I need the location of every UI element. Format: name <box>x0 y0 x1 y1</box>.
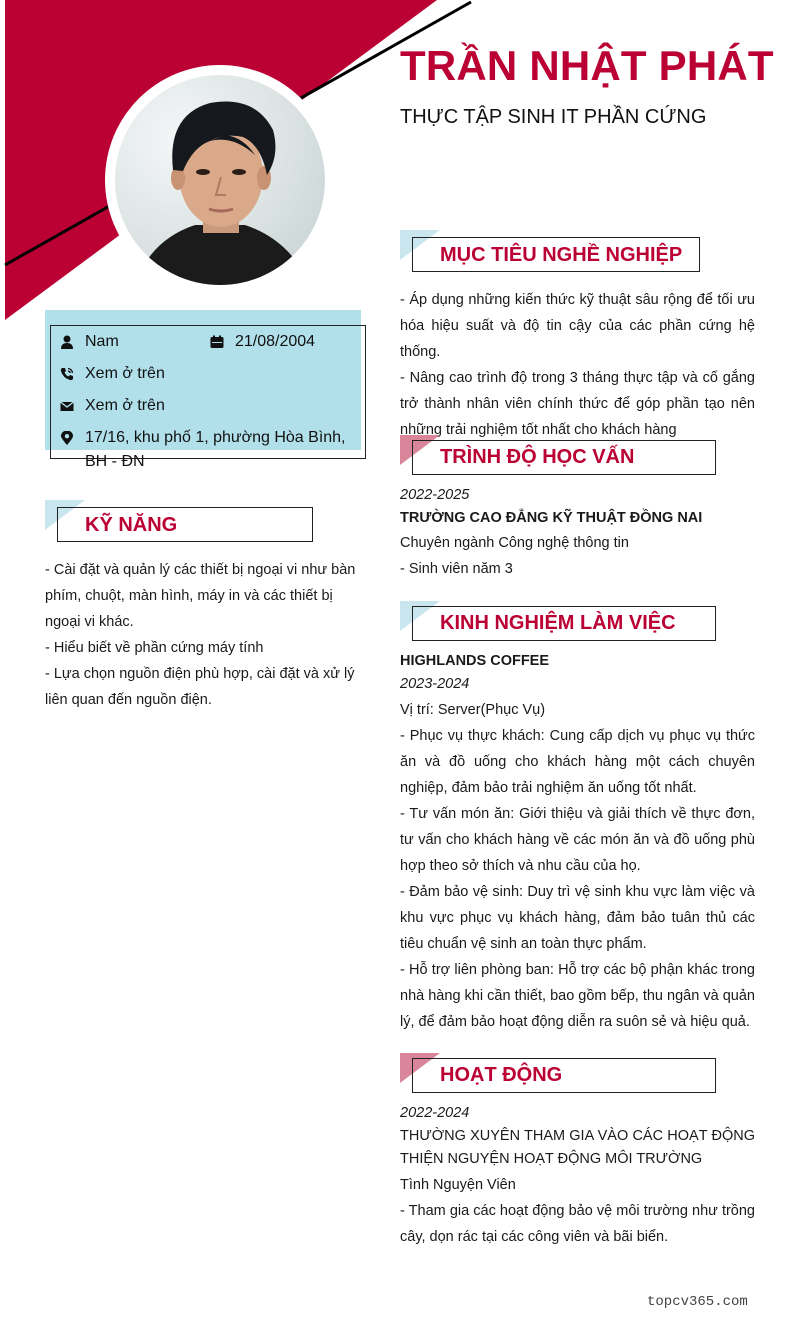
envelope-icon <box>60 399 74 413</box>
gender-value: Nam <box>85 333 119 350</box>
skill-item: - Cài đặt và quản lý các thiết bị ngoại vi như bàn phím, chuột, màn hình, máy in và các thiết bị ngoại vi khác. <box>45 562 356 630</box>
activity-name: THƯỜNG XUYÊN THAM GIA VÀO CÁC HOẠT ĐỘNG THIỆN NGUYỆN HOẠT ĐỘNG MÔI TRƯỜNG <box>400 1128 755 1167</box>
calendar-icon <box>210 335 224 349</box>
experience-details <box>400 697 755 1035</box>
section-title: KỸ NĂNG <box>85 514 178 536</box>
section-title: HOẠT ĐỘNG <box>440 1064 563 1086</box>
contact-address <box>60 426 350 474</box>
school-name: TRƯỜNG CAO ĐẲNG KỸ THUẬT ĐỒNG NAI <box>400 510 703 526</box>
contact-phone <box>60 362 350 386</box>
experience-item: - Đảm bảo vệ sinh: Duy trì vệ sinh khu vực làm việc và khu vực phục vụ khách hàng, đảm bảo tuân thủ các tiêu chuẩn vệ sinh an toàn thực phẩm. <box>400 884 755 952</box>
section-title: KINH NGHIỆM LÀM VIỆC <box>440 612 676 634</box>
birthday-value: 21/08/2004 <box>235 333 316 350</box>
email-value: Xem ở trên <box>85 397 165 414</box>
skills-list <box>45 557 365 713</box>
avatar <box>115 75 325 285</box>
activity-role: Tình Nguyện Viên <box>400 1177 516 1193</box>
contact-email <box>60 394 350 418</box>
education-entry <box>400 484 755 582</box>
education-note: - Sinh viên năm 3 <box>400 561 513 577</box>
experience-item: - Hỗ trợ liên phòng ban: Hỗ trợ các bộ phận khác trong nhà hàng khi cần thiết, bao gồm bếp, thu ngân và quản lý, để đảm bảo hoạt động diễn ra suôn sẻ và hiệu quả. <box>400 962 755 1030</box>
section-title: MỤC TIÊU NGHỀ NGHIỆP <box>440 244 683 266</box>
candidate-name: TRẦN NHẬT PHÁT <box>400 42 774 89</box>
experience-period: 2023-2024 <box>400 676 470 692</box>
section-title: TRÌNH ĐỘ HỌC VẤN <box>440 446 635 468</box>
objective-text <box>400 287 755 443</box>
education-major: Chuyên ngành Công nghệ thông tin <box>400 535 629 551</box>
education-period: 2022-2025 <box>400 487 470 503</box>
experience-position: Vị trí: Server(Phục Vụ) <box>400 702 546 718</box>
avatar-photo <box>115 75 325 285</box>
activity-period: 2022-2024 <box>400 1105 470 1121</box>
contact-birthday <box>210 330 355 354</box>
objective-item: - Nâng cao trình độ trong 3 tháng thực tập và cố gắng trở thành nhân viên chính thức để góp phần tạo nên những trải nghiệm tốt nhất cho khách hàng <box>400 370 755 438</box>
activity-entry <box>400 1102 755 1171</box>
experience-header <box>400 650 755 696</box>
phone-icon <box>60 367 74 381</box>
watermark: topcv365.com <box>647 1294 748 1310</box>
job-title: THỰC TẬP SINH IT PHẦN CỨNG <box>400 106 707 128</box>
user-icon <box>60 335 74 349</box>
address-value: 17/16, khu phố 1, phường Hòa Bình, BH - ĐN <box>85 429 346 470</box>
activity-item: - Tham gia các hoạt động bảo vệ môi trường như trồng cây, dọn rác tại các công viên và bãi biển. <box>400 1203 755 1245</box>
company-name: HIGHLANDS COFFEE <box>400 653 550 669</box>
skill-item: - Hiểu biết về phần cứng máy tính <box>45 640 264 656</box>
experience-item: - Tư vấn món ăn: Giới thiệu và giải thích về thực đơn, tư vấn cho khách hàng về các món ăn và đồ uống phù hợp theo sở thích và nhu cầu của họ. <box>400 806 755 874</box>
contact-gender <box>60 330 205 354</box>
map-marker-icon <box>60 431 74 445</box>
skill-item: - Lựa chọn nguồn điện phù hợp, cài đặt và xử lý liên quan đến nguồn điện. <box>45 666 355 708</box>
experience-item: - Phục vụ thực khách: Cung cấp dịch vụ phục vụ thức ăn và đồ uống cho khách hàng một cách chuyên nghiệp, đảm bảo trải nghiệm ăn uống tốt nhất. <box>400 728 755 796</box>
activity-details <box>400 1172 755 1250</box>
phone-value: Xem ở trên <box>85 365 165 382</box>
objective-item: - Áp dụng những kiến thức kỹ thuật sâu rộng để tối ưu hóa hiệu suất và độ tin cậy của các phần cứng hệ thống. <box>400 292 755 360</box>
